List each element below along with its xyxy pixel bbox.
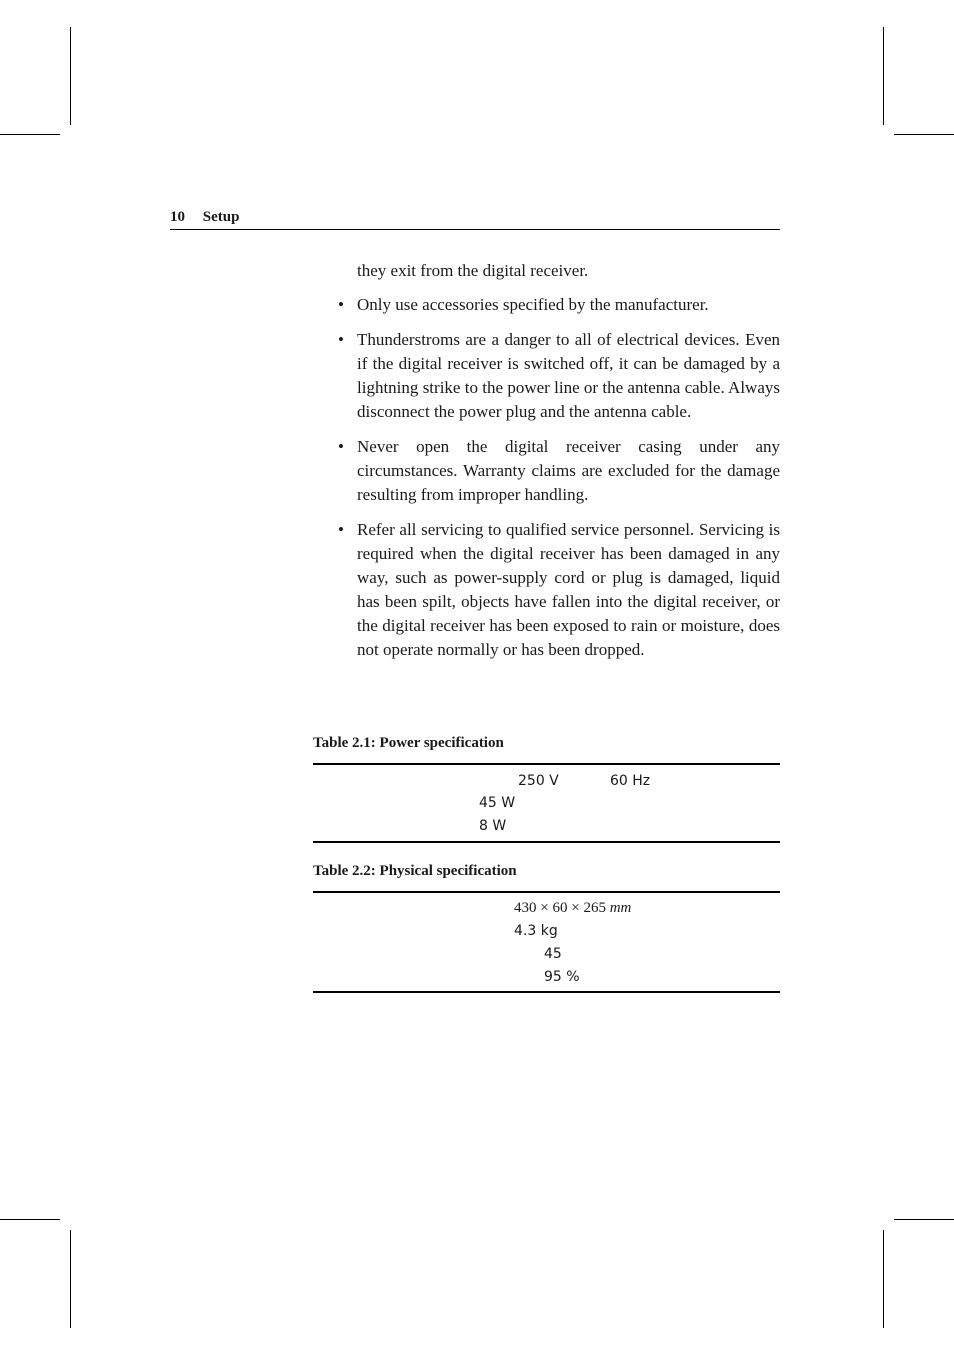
list-item <box>338 293 780 317</box>
table-caption-power: Table 2.1: Power specification <box>313 735 504 751</box>
crop-mark <box>883 1230 884 1328</box>
temperature-value: 45 <box>544 946 562 962</box>
physical-spec-table <box>313 891 780 993</box>
voltage-value: 250 V <box>518 773 559 789</box>
weight-value: 4.3 kg <box>514 923 558 939</box>
crop-mark <box>894 134 954 135</box>
crop-mark <box>894 1219 954 1220</box>
list-item-text: Only use accessories specified by the manufacturer. <box>357 295 709 314</box>
bullet-icon: • <box>338 437 344 456</box>
bullet-icon: • <box>338 330 344 349</box>
crop-mark <box>0 1219 60 1220</box>
humidity-value: 95 % <box>544 969 580 985</box>
running-header <box>170 208 780 230</box>
continuation-paragraph: they exit from the digital receiver. <box>357 261 589 280</box>
crop-mark <box>0 134 60 135</box>
dimensions-value: 430 × 60 × 265 mm <box>514 900 632 916</box>
power-standby-value: 8 W <box>479 818 507 834</box>
crop-mark <box>70 1230 71 1328</box>
list-item-text: Thunderstroms are a danger to all of electrical devices. Even if the digital receiver is switched off, it can be damaged by a lightning strike to the power line or the antenna cable. Always disconnect the power plug and the antenna cable. <box>357 330 780 421</box>
list-item-text: Refer all servicing to qualified service personnel. Servicing is required when the digital receiver has been damaged in any way, such as power-supply cord or plug is damaged, liquid has been spilt, objects have fallen into the digital receiver, or the digital receiver has been exposed to rain or moisture, does not operate normally or has been dropped. <box>357 520 780 659</box>
power-max-value: 45 W <box>479 795 516 811</box>
table-caption-physical: Table 2.2: Physical specification <box>313 863 517 879</box>
frequency-value: 60 Hz <box>610 773 651 789</box>
power-spec-table <box>313 763 780 843</box>
safety-list <box>338 293 780 662</box>
list-item <box>338 328 780 424</box>
crop-mark <box>70 27 71 125</box>
crop-mark <box>883 27 884 125</box>
bullet-icon: • <box>338 520 344 539</box>
list-item-text: Never open the digital receiver casing under any circumstances. Warranty claims are excluded for the damage resulting from improper handling. <box>357 437 780 504</box>
list-item <box>338 518 780 662</box>
body-text <box>338 259 780 673</box>
section-title: Setup <box>202 209 240 225</box>
list-item <box>338 435 780 507</box>
page-number: 10 <box>170 209 185 225</box>
bullet-icon: • <box>338 295 344 314</box>
